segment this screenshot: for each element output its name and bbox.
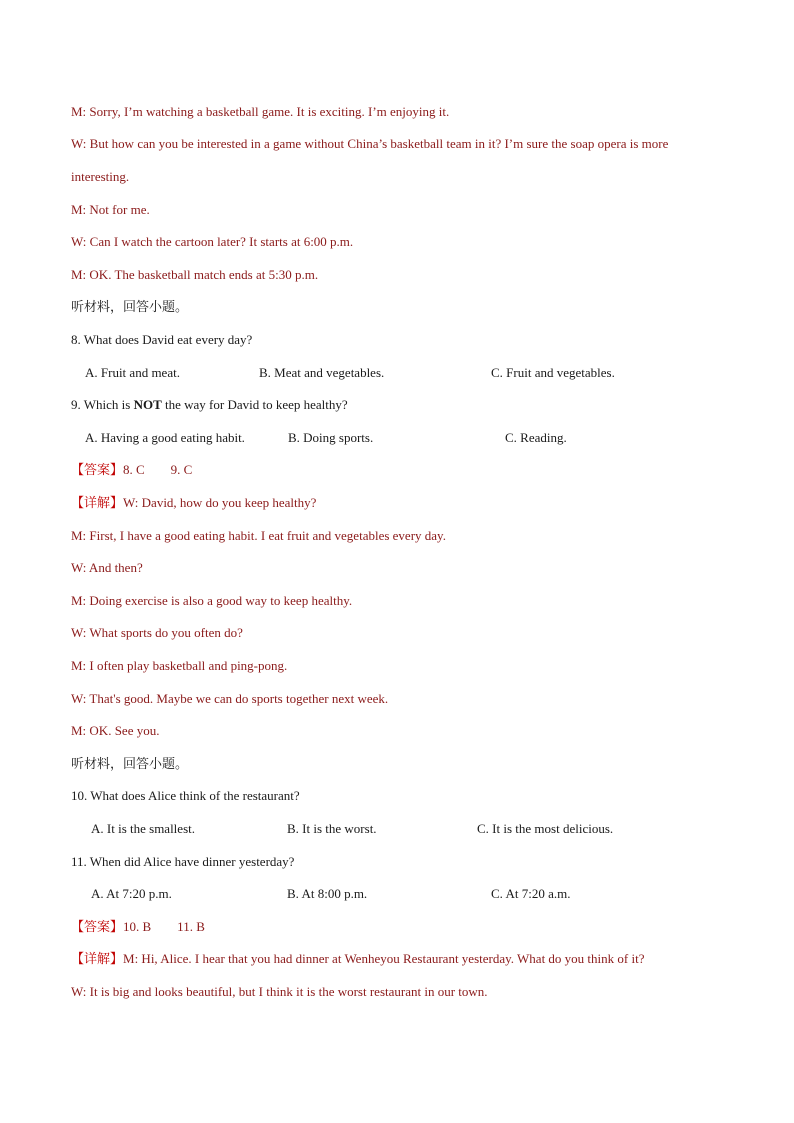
- answer-line: [71, 462, 192, 478]
- dialogue-line: W: And then?: [71, 560, 143, 575]
- q9-option-b: B. Doing sports.: [288, 430, 374, 445]
- q9-text-post: the way for David to keep healthy?: [161, 397, 348, 412]
- dialogue-line: M: I often play basketball and ping-pong.: [71, 658, 288, 673]
- detail-tag: 【详解】: [71, 951, 124, 966]
- answer-line: [71, 919, 205, 935]
- dialogue-line: W: But how can you be interested in a game without China’s basketball team in it? I’m sure the soap opera is more: [71, 136, 669, 151]
- q9-option-a: A. Having a good eating habit.: [85, 430, 245, 445]
- dialogue-line: M: Not for me.: [71, 202, 150, 217]
- answer-text: 8. C 9. C: [123, 462, 193, 477]
- dialogue-line: W: What sports do you often do?: [71, 625, 243, 640]
- detail-tag: 【详解】: [71, 495, 124, 510]
- dialogue-line: M: OK. The basketball match ends at 5:30 p.m.: [71, 267, 319, 282]
- detail-line: [71, 951, 644, 967]
- question-11: 11. When did Alice have dinner yesterday?: [71, 854, 295, 869]
- dialogue-line: M: OK. See you.: [71, 723, 160, 738]
- q9-text-pre: 9. Which is: [71, 397, 134, 412]
- q8-option-b: B. Meat and vegetables.: [259, 365, 385, 380]
- answer-tag: 【答案】: [71, 919, 124, 934]
- detail-text: W: David, how do you keep healthy?: [123, 495, 317, 510]
- q10-option-b: B. It is the worst.: [287, 821, 377, 836]
- q11-option-c: C. At 7:20 a.m.: [491, 886, 571, 901]
- dialogue-line: M: Doing exercise is also a good way to keep healthy.: [71, 593, 353, 608]
- q11-option-a: A. At 7:20 p.m.: [91, 886, 172, 901]
- dialogue-line: interesting.: [71, 169, 130, 184]
- instruction-text: 听材料，回答小题。: [71, 299, 189, 314]
- instruction-text: 听材料，回答小题。: [71, 756, 189, 771]
- question-9: [71, 397, 348, 413]
- detail-text: M: Hi, Alice. I hear that you had dinner at Wenheyou Restaurant yesterday. What do you think of it?: [123, 951, 645, 966]
- detail-line: [71, 495, 316, 511]
- q9-emphasis: NOT: [133, 397, 162, 412]
- q9-option-c: C. Reading.: [505, 430, 567, 445]
- question-8: 8. What does David eat every day?: [71, 332, 253, 347]
- dialogue-line: W: Can I watch the cartoon later? It starts at 6:00 p.m.: [71, 234, 354, 249]
- dialogue-line: M: First, I have a good eating habit. I eat fruit and vegetables every day.: [71, 528, 446, 543]
- question-10: 10. What does Alice think of the restaurant?: [71, 788, 300, 803]
- q10-option-c: C. It is the most delicious.: [477, 821, 614, 836]
- dialogue-line: W: It is big and looks beautiful, but I think it is the worst restaurant in our town.: [71, 984, 488, 999]
- q8-option-c: C. Fruit and vegetables.: [491, 365, 615, 380]
- dialogue-line: W: That's good. Maybe we can do sports together next week.: [71, 691, 389, 706]
- q10-option-a: A. It is the smallest.: [91, 821, 195, 836]
- q8-option-a: A. Fruit and meat.: [85, 365, 180, 380]
- dialogue-line: M: Sorry, I’m watching a basketball game. It is exciting. I’m enjoying it.: [71, 104, 450, 119]
- answer-tag: 【答案】: [71, 462, 124, 477]
- q11-option-b: B. At 8:00 p.m.: [287, 886, 368, 901]
- answer-text: 10. B 11. B: [123, 919, 205, 934]
